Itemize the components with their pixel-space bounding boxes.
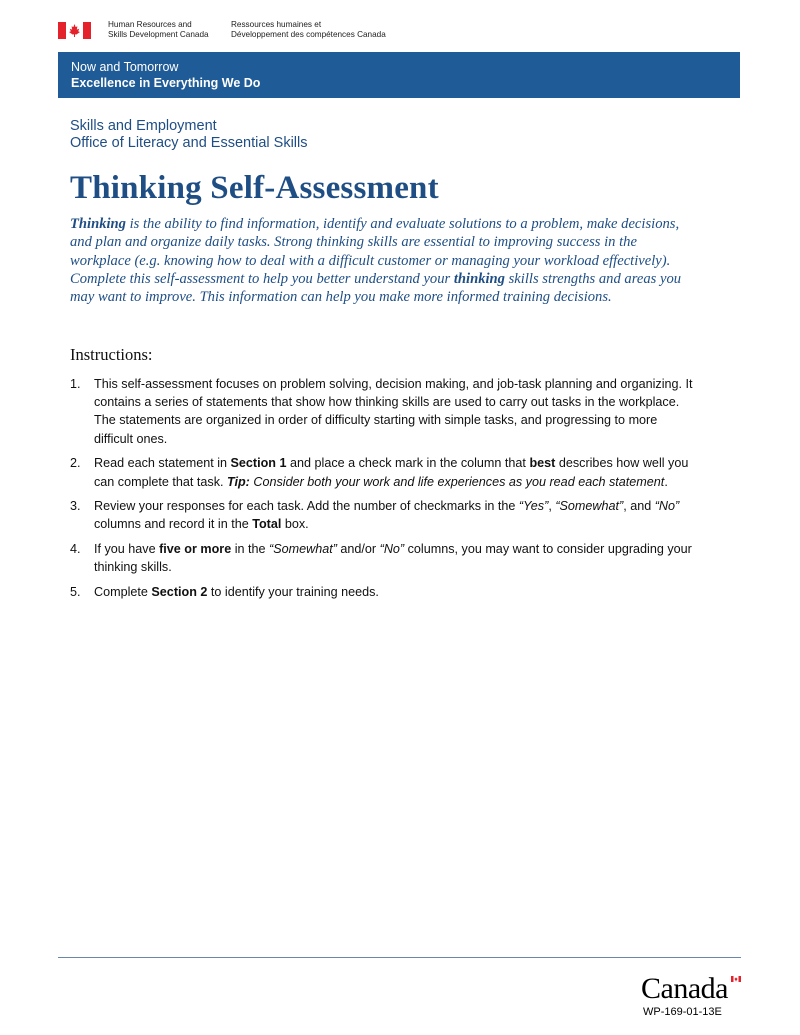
page-title: Thinking Self-Assessment: [70, 170, 439, 206]
list-item-text: Review your responses for each task. Add the number of checkmarks in the: [94, 499, 519, 514]
list-item-text: .: [664, 474, 668, 489]
slogan-banner: [58, 52, 740, 98]
instructions-list: [70, 375, 695, 608]
list-item-text: Complete: [94, 585, 152, 600]
list-item-number: 3.: [70, 499, 81, 514]
instructions-heading: Instructions:: [70, 345, 153, 364]
list-item: [70, 375, 695, 448]
list-item-text: ,: [548, 499, 556, 514]
intro-text-1: is the ability to find information, identify and evaluate solutions to a problem, make decisions, and plan and organize daily tasks. Strong thinking skills are essential to improving success in the workplace (e.g. knowing how to deal with a difficult customer or managing your workload effectively). Complete this self-assessment to help you better understand your: [70, 216, 680, 287]
section-2-emphasis: Section 2: [151, 585, 208, 600]
somewhat-column-label: “Somewhat”: [269, 542, 337, 557]
list-item-text: to identify your training needs.: [207, 585, 379, 600]
department-en-line2: Skills Development Canada: [108, 30, 209, 39]
document-code: WP-169-01-13E: [643, 1006, 722, 1018]
canada-flag-icon: [58, 22, 91, 39]
no-column-label: “No”: [379, 542, 405, 557]
office-heading: [70, 118, 307, 152]
banner-line1: Now and Tomorrow: [71, 60, 179, 74]
canada-wordmark-flag-icon: [731, 976, 741, 982]
list-item-text: box.: [281, 517, 309, 532]
list-item-text: This self-assessment focuses on problem solving, decision making, and job-task planning and organizing. It contains a series of statements that show how thinking skills are used to carry out tasks in the workplace. The statements are organized in order of difficulty starting with simple tasks, and progressing to more difficult ones.: [94, 377, 693, 446]
list-item-number: 5.: [70, 585, 81, 600]
intro-paragraph: [70, 215, 695, 306]
list-item-text: If you have: [94, 542, 160, 557]
tip-text: Consider both your work and life experiences as you read each statement: [249, 474, 665, 489]
banner-line2: Excellence in Everything We Do: [71, 76, 261, 90]
best-emphasis: best: [529, 456, 556, 471]
intro-text-2: skills strengths and areas you may want to improve. This information can help you make more informed training decisions.: [70, 270, 682, 306]
list-item-text: in the: [231, 542, 270, 557]
yes-column-label: “Yes”: [518, 499, 549, 514]
department-en-line1: Human Resources and: [108, 20, 192, 29]
canada-wordmark: Canada: [641, 972, 728, 1005]
list-item-number: 2.: [70, 456, 81, 471]
tip-label: Tip:: [227, 474, 250, 489]
intro-term: Thinking: [70, 216, 126, 232]
list-item: [70, 497, 695, 533]
footer-divider: [58, 957, 741, 958]
list-item-text: columns and record it in the: [94, 517, 253, 532]
department-name-en: [108, 20, 209, 40]
intro-term-2: thinking: [453, 270, 505, 287]
list-item-text: Read each statement in: [94, 456, 231, 471]
list-item: [70, 454, 695, 490]
list-item-text: and place a check mark in the column that: [286, 456, 530, 471]
list-item-number: 4.: [70, 542, 81, 557]
list-item-text: columns, you may want to consider upgrading your thinking skills.: [94, 542, 692, 575]
five-or-more-emphasis: five or more: [159, 542, 232, 557]
department-name-fr: [231, 20, 386, 40]
list-item: [70, 583, 695, 601]
no-column-label: “No”: [654, 499, 680, 514]
office-line2: Office of Literacy and Essential Skills: [70, 135, 308, 151]
list-item-number: 1.: [70, 377, 81, 391]
office-line1: Skills and Employment: [70, 118, 217, 134]
list-item-text: describes how well you can complete that task.: [94, 456, 689, 489]
department-fr-line2: Développement des compétences Canada: [231, 30, 386, 39]
section-1-emphasis: Section 1: [230, 456, 287, 471]
somewhat-column-label: “Somewhat”: [555, 499, 624, 514]
list-item-text: , and: [623, 499, 655, 514]
department-fr-line1: Ressources humaines et: [231, 20, 322, 29]
total-emphasis: Total: [252, 517, 282, 532]
list-item-text: and/or: [336, 542, 380, 557]
list-item: [70, 540, 695, 576]
